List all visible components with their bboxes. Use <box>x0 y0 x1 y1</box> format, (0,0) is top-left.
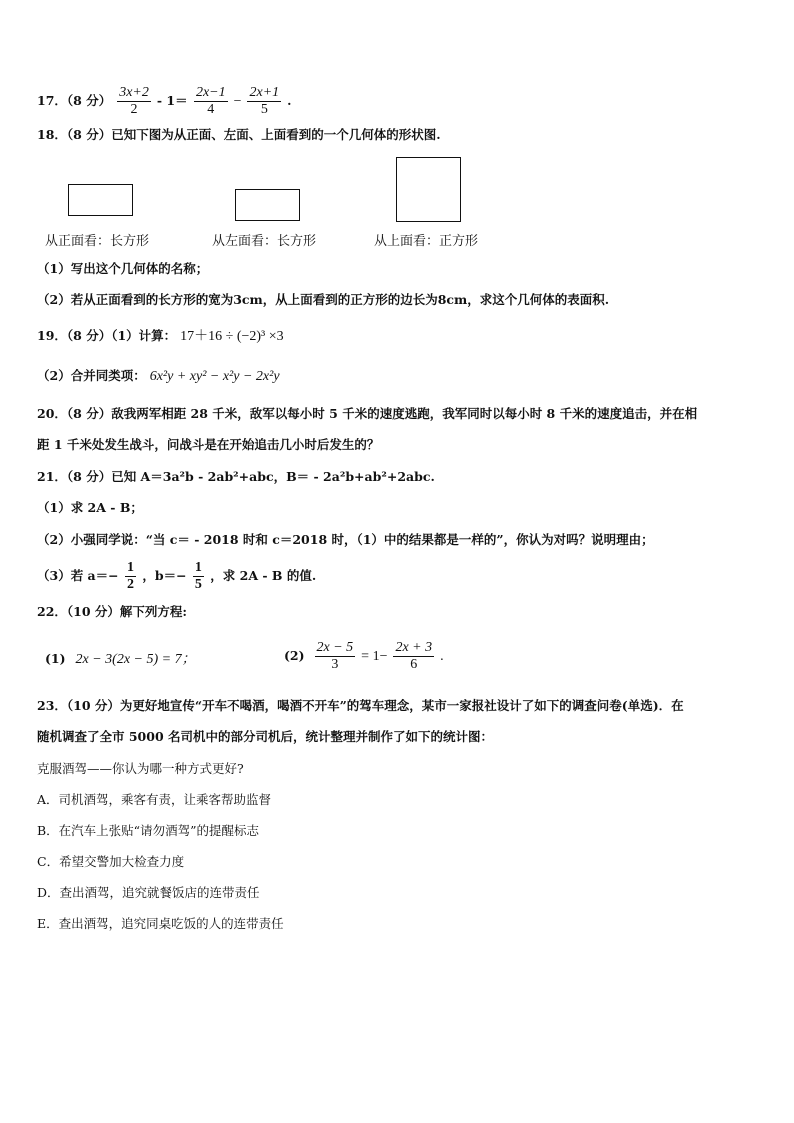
question-22: 22．（10 分）解下列方程: <box>37 604 188 619</box>
q19-part-2-label: （2）合并同类项： <box>37 368 146 383</box>
q17-minus: − <box>233 94 242 109</box>
q22-eq2-label: (2) <box>284 648 305 663</box>
question-20-line-1: 20．（8 分）敌我两军相距 28 千米，敌军以每小时 5 千米的速度逃跑，我军同时以每小时 8 千米的速度追击，并在相 <box>37 406 698 421</box>
front-view-caption: 从正面看：长方形 <box>45 234 150 249</box>
q22-equation-1 <box>45 650 196 669</box>
question-19-part-1 <box>37 327 284 346</box>
q17-minus-one: - 1＝ <box>156 93 192 108</box>
top-view-caption: 从上面看：正方形 <box>374 234 479 249</box>
q21-fraction-b: $\frac{1}{5}$ <box>194 560 202 592</box>
question-19-part-2 <box>37 367 280 386</box>
q17-fraction-2: $\frac{2x-1}{4}$ <box>195 85 226 117</box>
question-17: 17．（8 分） $\frac{3x+2}{2}$ - 1＝ $\frac{2x-1}{4}$ − $\frac{2x+1}{5}$ . <box>37 85 292 117</box>
q19-label: 19．（8 分）（1）计算： <box>37 328 177 343</box>
question-18: 18．（8 分）已知下图为从正面、左面、上面看到的一个几何体的形状图. <box>37 127 441 142</box>
survey-option-d: D．查出酒驾，追究就餐饭店的连带责任 <box>37 885 260 900</box>
survey-option-b: B．在汽车上张贴“请勿酒驾”的提醒标志 <box>37 823 259 838</box>
q22-eq1-expression: 2x − 3(2x − 5) = 7； <box>75 652 196 667</box>
question-23-line-1: 23．（10 分）为更好地宣传“开车不喝酒，喝酒不开车”的驾车理念，某市一家报社设计了如下的调查问卷(单选)．在 <box>37 698 684 713</box>
survey-option-a: A．司机酒驾，乘客有责，让乘客帮助监督 <box>37 792 272 807</box>
q22-eq1-label: (1) <box>45 651 66 666</box>
q22-eq2-fraction-2: $\frac{2x + 3}{6}$ <box>395 640 433 672</box>
q21-fraction-a: $\frac{1}{2}$ <box>126 560 134 592</box>
q19-expression-1: 17＋16 ÷ (−2)³ ×3 <box>180 329 284 344</box>
survey-title: 克服酒驾——你认为哪一种方式更好? <box>37 761 244 776</box>
q21-part-3: （3）若 a＝− $\frac{1}{2}$ ，b＝− $\frac{1}{5}$ ，求 2A - B 的值. <box>37 560 317 592</box>
survey-option-e: E．查出酒驾，追究同桌吃饭的人的连带责任 <box>37 916 284 931</box>
q21-part-2: （2）小强同学说：“当 c＝ - 2018 时和 c＝2018 时，（1）中的结果都是一样的”，你认为对吗？说明理由； <box>37 532 654 547</box>
q18-part-2: （2）若从正面看到的长方形的宽为3cm，从上面看到的正方形的边长为8cm，求这个几何体的表面积. <box>37 292 610 307</box>
q22-equation-2: (2) $\frac{2x - 5}{3}$ = 1− $\frac{2x + 3}{6}$ . <box>284 640 444 672</box>
q22-eq2-fraction-1: $\frac{2x - 5}{3}$ <box>316 640 354 672</box>
q17-fraction-1: $\frac{3x+2}{2}$ <box>119 85 149 117</box>
question-20-line-2: 距 1 千米处发生战斗，问战斗是在开始追击几小时后发生的？ <box>37 437 380 452</box>
q17-label: 17．（8 分） <box>37 93 112 108</box>
survey-option-c: C．希望交警加大检查力度 <box>37 854 185 869</box>
front-view-rectangle <box>68 184 133 216</box>
left-view-rectangle <box>235 189 300 221</box>
q19-expression-2: 6x²y + xy² − x²y − 2x²y <box>149 369 280 384</box>
question-21: 21．（8 分）已知 A＝3a²b - 2ab²+abc，B＝ - 2a²b+ab²+2abc. <box>37 469 435 484</box>
left-view-caption: 从左面看：长方形 <box>212 234 317 249</box>
q18-part-1: （1）写出这个几何体的名称； <box>37 261 209 276</box>
question-23-line-2: 随机调查了全市 5000 名司机中的部分司机后，统计整理并制作了如下的统计图： <box>37 729 493 744</box>
q17-fraction-3: $\frac{2x+1}{5}$ <box>249 85 280 117</box>
top-view-square <box>396 157 461 222</box>
q21-part-1: （1）求 2A - B； <box>37 500 143 515</box>
